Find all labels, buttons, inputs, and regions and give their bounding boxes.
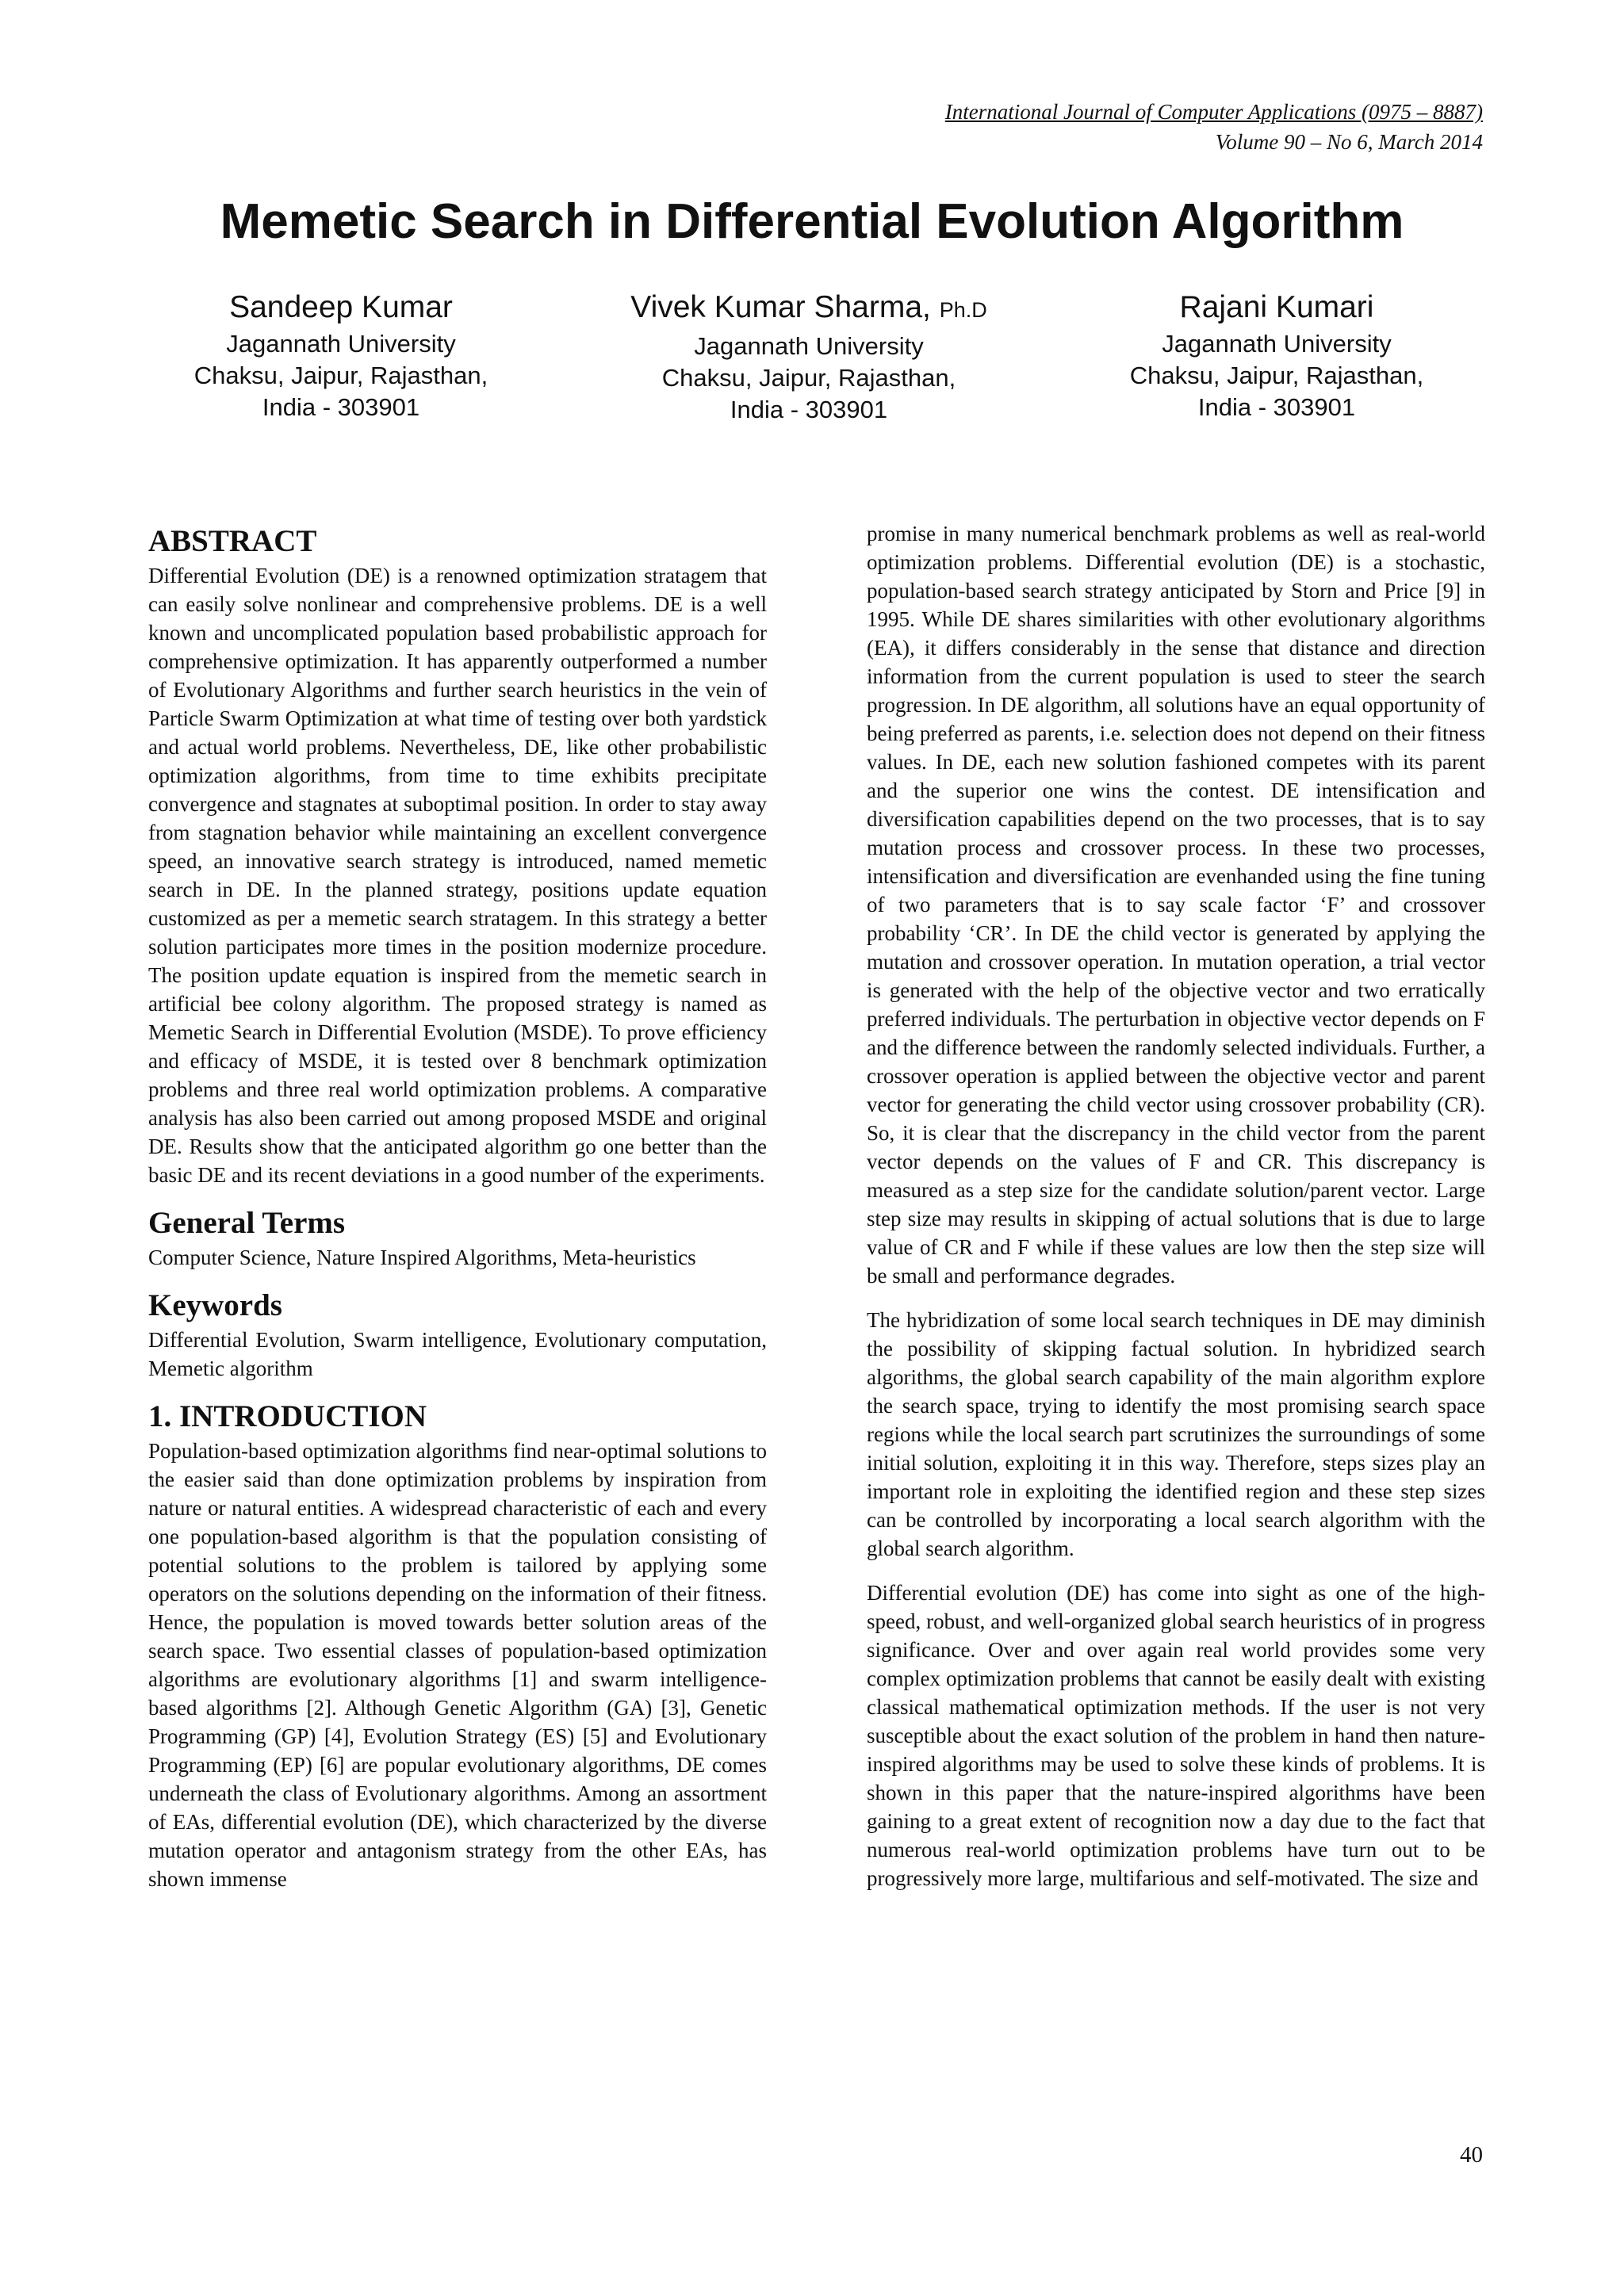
introduction-paragraph-continued: promise in many numerical benchmark problems as well as real-world optimization problems. Differential evolution (DE) is a stochastic, population-based search strategy anticipated by Storn and Price [9] in 1995. While DE shares similarities with other evolutionary algorithms (EA), it differs considerably in the sense that distance and direction information from the current population is used to steer the search progression. In DE algorithm, all solutions have an equal opportunity of being preferred as parents, i.e. selection does not depend on their fitness values. In DE, each new solution fashioned competes with its parent and the superior one wins the contest. DE intensification and diversification capabilities depend on the two processes, that is to say mutation process and crossover process. In these two processes, intensification and diversification are evenhanded using the fine tuning of two parameters that is to say scale factor ‘F’ and crossover probability ‘CR’. In DE the child vector is generated by applying the mutation and crossover operation. In mutation operation, a trial vector is generated with the help of the objective vector and two erratically preferred individuals. The perturbation in objective vector depends on F and the difference between the randomly selected individuals. Further, a crossover operation is applied between the objective vector and parent vector for generating the child vector using crossover probability (CR). So, it is clear that the discrepancy in the child vector from the parent vector depends on the values of F and CR. This discrepancy is measured as a step size for the candidate solution/parent vector. Large step size may results in skipping of actual solutions that is due to large value of CR and F while if these values are low then the step size will be small and performance degrades. <box>867 522 1485 1288</box>
author-name: Vivek Kumar Sharma, Ph.D <box>630 290 987 324</box>
abstract-text: Differential Evolution (DE) is a renowned optimization stratagem that can easily solve nonlinear and comprehensive problems. DE is a well known and uncomplicated population based probabilistic approach for comprehensive optimization. It has apparently outperformed a number of Evolutionary Algorithms and further search heuristics in the vein of Particle Swarm Optimization at what time of testing over both yardstick and actual world problems. Nevertheless, DE, like other probabilistic optimization algorithms, from time to time exhibits precipitate convergence and stagnates at suboptimal position. In order to stay away from stagnation behavior while maintaining an excellent convergence speed, an innovative search strategy is introduced, named memetic search in DE. In the planned strategy, positions update equation customized as per a memetic search stratagem. In this strategy a better solution participates more times in the position modernize procedure. The position update equation is inspired from the memetic search in artificial bee colony algorithm. The proposed strategy is named as Memetic Search in Differential Evolution (MSDE). To prove efficiency and efficacy of MSDE, it is tested over 8 benchmark optimization problems and three real world optimization problems. A comparative analysis has also been carried out among proposed MSDE and original DE. Results show that the anticipated algorithm go one better than the basic DE and its recent deviations in a good number of the experiments. <box>148 564 767 1187</box>
introduction-paragraph: Population-based optimization algorithms find near-optimal solutions to the easier said than done optimization problems by inspiration from nature or natural entities. A widespread characteristic of each and every one population-based algorithm is that the population consisting of potential solutions to the problem is tailored by applying some operators on the solutions depending on the information of their fitness. Hence, the population is moved towards better solution areas of the search space. Two essential classes of population-based optimization algorithms are evolutionary algorithms [1] and swarm intelligence-based algorithms [2]. Although Genetic Algorithm (GA) [3], Genetic Programming (GP) [4], Evolution Strategy (ES) [5] and Evolutionary Programming (EP) [6] are popular evolutionary algorithms, DE comes underneath the class of Evolutionary algorithms. Among an assortment of EAs, differential evolution (DE), which characterized by the diverse mutation operator and antagonism strategy from the other EAs, has shown immense <box>148 1439 767 1891</box>
author-affiliation: Jagannath University <box>694 332 924 360</box>
paper-title: Memetic Search in Differential Evolution Algorithm <box>220 194 1404 249</box>
author-degree: Ph.D <box>939 298 987 322</box>
author-country: India - 303901 <box>1197 393 1356 421</box>
keywords-heading: Keywords <box>148 1288 282 1322</box>
right-column <box>867 519 1485 1892</box>
journal-volume: Volume 90 – No 6, March 2014 <box>1215 130 1483 154</box>
author-country: India - 303901 <box>262 393 420 421</box>
general-terms-text: Computer Science, Nature Inspired Algorithms, Meta-heuristics <box>148 1246 696 1269</box>
general-terms-heading: General Terms <box>148 1206 346 1240</box>
introduction-paragraph: The hybridization of some local search techniques in DE may diminish the possibility of skipping factual solution. In hybridized search algorithms, the global search capability of the main algorithm explore the search space, trying to identify the most promising search space regions while the local search part scrutinizes the surroundings of some initial solution, exploiting it in this way. Therefore, steps sizes play an important role in exploiting the identified region and these step sizes can be controlled by incorporating a local search algorithm with the global search algorithm. <box>867 1308 1485 1560</box>
author-list <box>135 287 1483 426</box>
author-block <box>1071 287 1483 426</box>
introduction-paragraph: Differential evolution (DE) has come into sight as one of the high-speed, robust, and well-organized global search heuristics of in progress significance. Over and over again real world provides some very complex optimization problems that cannot be easily dealt with existing classical mathematical optimization methods. If the user is not very susceptible about the exact solution of the problem in hand then nature-inspired algorithms may be used to solve these kinds of problems. It is shown in this paper that the nature-inspired algorithms have been gaining to a great extent of recognition now a day due to the fact that numerous real-world optimization problems have turn out to be progressively more large, multifarious and self-motivated. The size and <box>867 1581 1485 1890</box>
author-name: Sandeep Kumar <box>229 290 453 324</box>
keywords-text: Differential Evolution, Swarm intelligence, Evolutionary computation, Memetic algorithm <box>148 1328 767 1380</box>
author-affiliation: Jagannath University <box>1162 330 1392 358</box>
page-number: 40 <box>1460 2142 1483 2168</box>
author-address: Chaksu, Jaipur, Rajasthan, <box>661 364 956 392</box>
author-address: Chaksu, Jaipur, Rajasthan, <box>193 362 488 389</box>
author-block <box>603 287 1015 426</box>
journal-header <box>945 97 1483 157</box>
author-affiliation: Jagannath University <box>226 330 456 358</box>
author-block <box>135 287 547 426</box>
author-country: India - 303901 <box>730 396 888 423</box>
author-address: Chaksu, Jaipur, Rajasthan, <box>1129 362 1424 389</box>
introduction-heading: 1. INTRODUCTION <box>148 1399 427 1433</box>
abstract-heading: ABSTRACT <box>148 524 317 558</box>
left-column <box>148 523 767 1893</box>
journal-name: International Journal of Computer Applications (0975 – 8887) <box>944 100 1483 124</box>
author-name: Rajani Kumari <box>1179 290 1374 324</box>
